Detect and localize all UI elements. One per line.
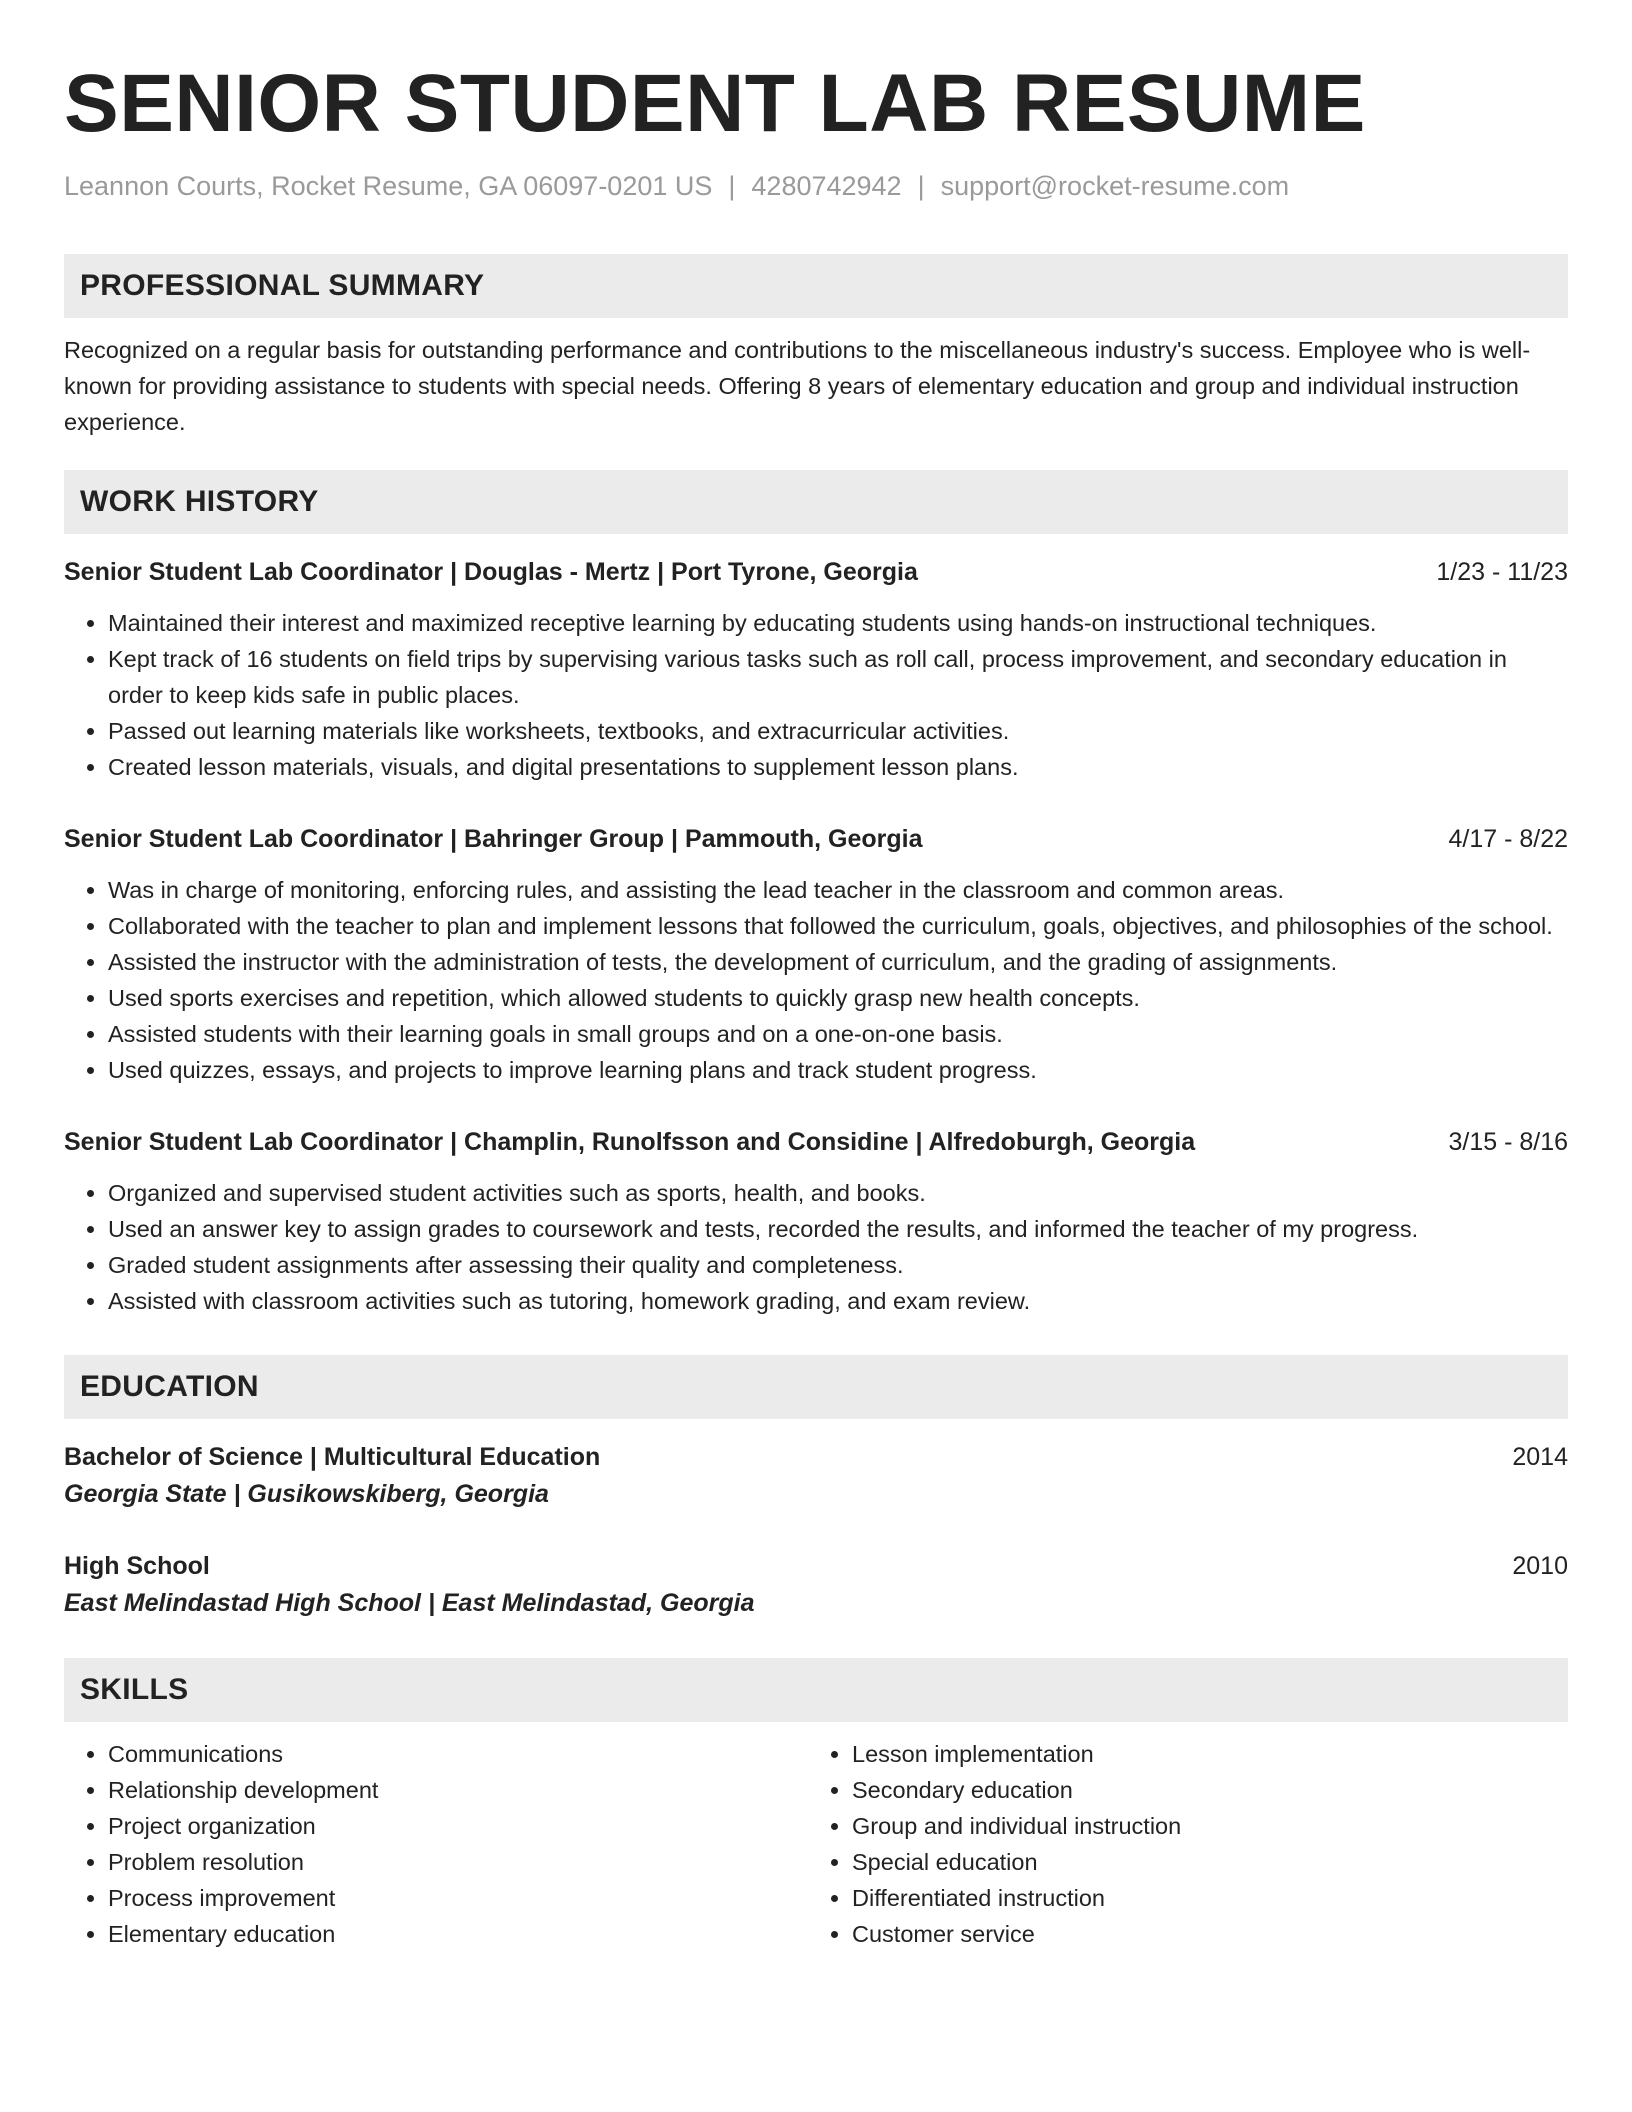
job-bullet: • Kept track of 16 students on field trips by supervising various tasks such as roll call, process improvement, and secondary education in order to keep kids safe in public places.	[108, 641, 1568, 713]
job-header	[64, 821, 1568, 857]
job-bullet: • Assisted students with their learning goals in small groups and on a one-on-one basis.	[108, 1016, 1568, 1052]
contact-address: Leannon Courts, Rocket Resume, GA 06097-0201 US	[64, 171, 713, 201]
job-title: Senior Student Lab Coordinator | Champlin, Runolfsson and Considine | Alfredoburgh, Georgia	[64, 1128, 1196, 1156]
job-bullet: • Created lesson materials, visuals, and digital presentations to supplement lesson plans.	[108, 749, 1568, 785]
job-bullet: • Assisted the instructor with the administration of tests, the development of curriculum, and the grading of assignments.	[108, 944, 1568, 980]
summary-heading: PROFESSIONAL SUMMARY	[64, 254, 1568, 318]
skill-item: • Customer service	[852, 1916, 1552, 1952]
skill-item: • Special education	[852, 1844, 1552, 1880]
education-school: Georgia State | Gusikowskiberg, Georgia	[64, 1480, 549, 1508]
job-header	[64, 1124, 1568, 1160]
skills-column-left	[64, 1736, 808, 1952]
job-entry	[64, 1124, 1568, 1319]
skill-item: • Communications	[108, 1736, 808, 1772]
contact-line	[64, 166, 1568, 206]
education-degree: High School	[64, 1552, 210, 1580]
skills-list	[808, 1736, 1552, 1952]
skill-item: • Group and individual instruction	[852, 1808, 1552, 1844]
job-entry	[64, 554, 1568, 785]
contact-separator: |	[728, 171, 736, 201]
job-entry	[64, 821, 1568, 1088]
education-year: 2010	[1512, 1552, 1568, 1580]
skill-item: • Secondary education	[852, 1772, 1552, 1808]
skills-grid	[64, 1736, 1568, 1952]
job-bullets	[64, 605, 1568, 785]
job-bullet: • Assisted with classroom activities such as tutoring, homework grading, and exam review.	[108, 1283, 1568, 1319]
skill-item: • Relationship development	[108, 1772, 808, 1808]
job-bullet: • Used an answer key to assign grades to coursework and tests, recorded the results, and informed the teacher of my progress.	[108, 1211, 1568, 1247]
job-header	[64, 554, 1568, 590]
skill-item: • Process improvement	[108, 1880, 808, 1916]
job-bullets	[64, 872, 1568, 1088]
contact-phone: 4280742942	[751, 171, 902, 201]
contact-email: support@rocket-resume.com	[940, 171, 1290, 201]
education-year: 2014	[1512, 1443, 1568, 1471]
education-entry	[64, 1548, 1568, 1622]
education-entry	[64, 1439, 1568, 1513]
skill-item: • Differentiated instruction	[852, 1880, 1552, 1916]
job-title: Senior Student Lab Coordinator | Douglas - Mertz | Port Tyrone, Georgia	[64, 558, 918, 586]
job-dates: 4/17 - 8/22	[1448, 825, 1568, 853]
job-bullet: • Collaborated with the teacher to plan and implement lessons that followed the curriculum, goals, objectives, and philosophies of the school.	[108, 908, 1568, 944]
education-heading: EDUCATION	[64, 1355, 1568, 1419]
skill-item: • Lesson implementation	[852, 1736, 1552, 1772]
contact-separator: |	[917, 171, 925, 201]
education-school: East Melindastad High School | East Melindastad, Georgia	[64, 1589, 755, 1617]
skill-item: • Elementary education	[108, 1916, 808, 1952]
job-bullet: • Graded student assignments after assessing their quality and completeness.	[108, 1247, 1568, 1283]
education-degree: Bachelor of Science | Multicultural Education	[64, 1443, 601, 1471]
summary-text: Recognized on a regular basis for outstanding performance and contributions to the miscellaneous industry's success. Employee who is well-known for providing assistance to students with special needs. Offering 8 years of elementary education and group and individual instruction experience.	[64, 337, 1531, 435]
job-dates: 3/15 - 8/16	[1448, 1128, 1568, 1156]
skills-heading: SKILLS	[64, 1658, 1568, 1722]
education-header	[64, 1548, 1568, 1584]
job-bullets	[64, 1175, 1568, 1319]
work-history-heading: WORK HISTORY	[64, 470, 1568, 534]
job-dates: 1/23 - 11/23	[1436, 558, 1568, 586]
job-bullet: • Used quizzes, essays, and projects to improve learning plans and track student progress.	[108, 1052, 1568, 1088]
job-title: Senior Student Lab Coordinator | Bahringer Group | Pammouth, Georgia	[64, 825, 923, 853]
job-bullet: • Maintained their interest and maximized receptive learning by educating students using hands-on instructional techniques.	[108, 605, 1568, 641]
skill-item: • Project organization	[108, 1808, 808, 1844]
resume-title: SENIOR STUDENT LAB RESUME	[64, 58, 1366, 149]
education-header	[64, 1439, 1568, 1475]
job-bullet: • Passed out learning materials like worksheets, textbooks, and extracurricular activities.	[108, 713, 1568, 749]
skills-column-right	[808, 1736, 1552, 1952]
job-bullet: • Used sports exercises and repetition, which allowed students to quickly grasp new health concepts.	[108, 980, 1568, 1016]
job-bullet: • Was in charge of monitoring, enforcing rules, and assisting the lead teacher in the classroom and common areas.	[108, 872, 1568, 908]
skills-list	[64, 1736, 808, 1952]
job-bullet: • Organized and supervised student activities such as sports, health, and books.	[108, 1175, 1568, 1211]
skill-item: • Problem resolution	[108, 1844, 808, 1880]
